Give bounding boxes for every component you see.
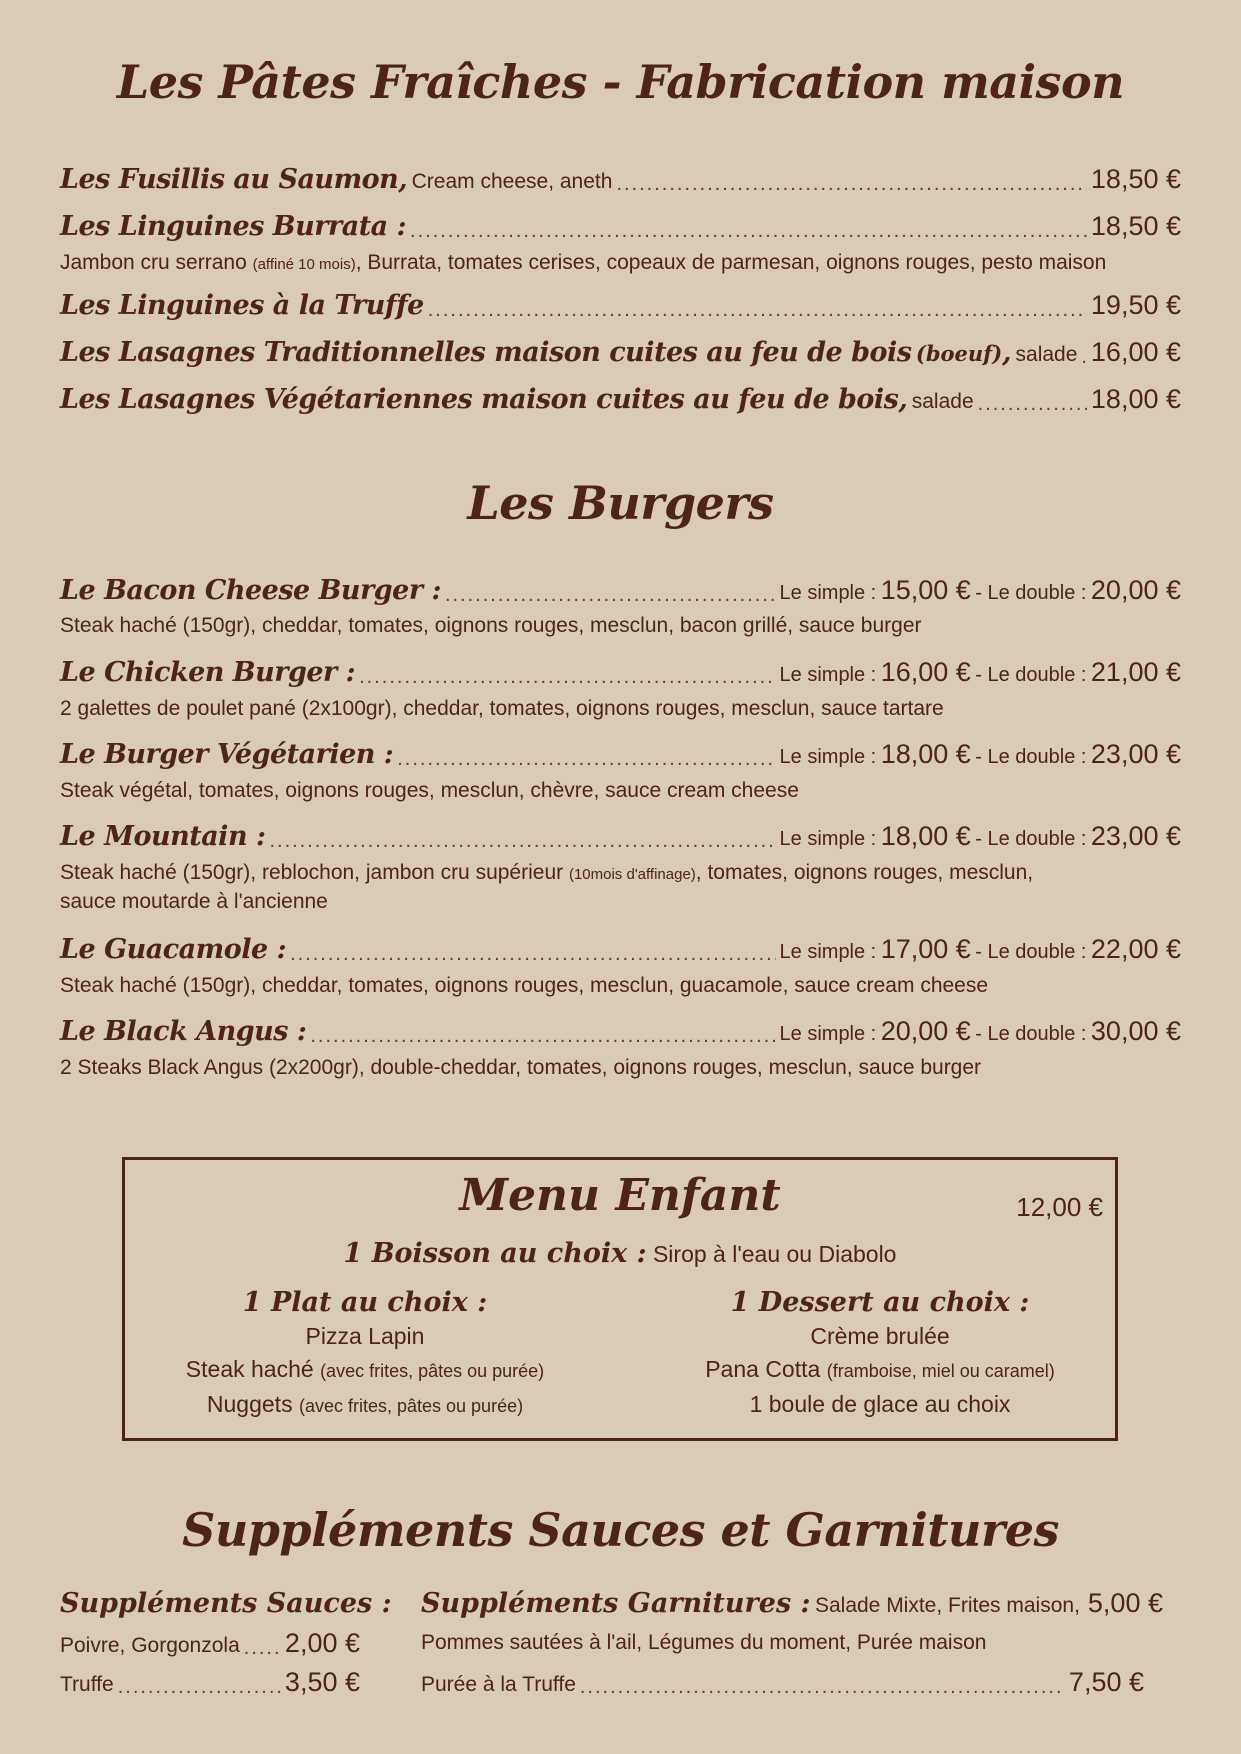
double-price: 23,00 € xyxy=(1090,821,1181,851)
sauce-price: 2,00 € xyxy=(284,1628,360,1658)
item-description xyxy=(60,858,1181,889)
burger-item xyxy=(60,934,1181,965)
simple-price: 18,00 € xyxy=(880,739,971,769)
double-label: - Le double : xyxy=(975,828,1087,850)
option-text: Pizza Lapin xyxy=(305,1323,425,1349)
item-detail: salade xyxy=(1015,343,1078,366)
leader-dots xyxy=(978,393,1087,417)
burger-prices xyxy=(780,657,1181,688)
sauce-name: Truffe xyxy=(60,1673,114,1696)
leader-dots xyxy=(244,1637,281,1661)
simple-label: Le simple : xyxy=(779,582,877,604)
option-text: Pana Cotta xyxy=(705,1356,821,1382)
supplements-section-title: Suppléments Sauces et Garnitures xyxy=(182,1503,1059,1557)
menu-item xyxy=(60,290,1181,321)
item-description: Steak haché (150gr), cheddar, tomates, oignons rouges, mesclun, guacamole, sauce cream cheese xyxy=(60,974,989,997)
double-label: - Le double : xyxy=(975,582,1087,604)
desc-note: (10mois d'affinage) xyxy=(568,866,696,883)
desc-text: Steak haché (150gr), reblochon, jambon cru supérieur xyxy=(60,861,569,884)
leader-dots xyxy=(616,173,1086,197)
item-description xyxy=(60,248,1181,279)
double-price: 20,00 € xyxy=(1090,575,1181,605)
double-price: 30,00 € xyxy=(1090,1016,1181,1046)
simple-label: Le simple : xyxy=(779,1023,877,1045)
double-label: - Le double : xyxy=(975,941,1087,963)
leader-dots xyxy=(118,1676,281,1700)
double-label: - Le double : xyxy=(975,746,1087,768)
item-price: 16,00 € xyxy=(1090,337,1181,367)
menu-item xyxy=(60,164,1181,195)
leader-dots xyxy=(1081,346,1087,370)
item-name: Le Bacon Cheese Burger : xyxy=(60,575,441,606)
menu-item xyxy=(60,384,1181,415)
garnitures-truffe-row xyxy=(421,1667,1144,1698)
menu-item xyxy=(60,211,1181,242)
simple-label: Le simple : xyxy=(779,664,877,686)
option-note: (framboise, miel ou caramel) xyxy=(826,1361,1055,1381)
item-description: Steak végétal, tomates, oignons rouges, mesclun, chèvre, sauce cream cheese xyxy=(60,779,799,802)
sauce-price: 3,50 € xyxy=(284,1667,360,1697)
burger-prices xyxy=(780,739,1181,770)
item-price: 18,50 € xyxy=(1090,211,1181,241)
item-name: Le Chicken Burger : xyxy=(60,657,356,688)
garnitures-text: Purée à la Truffe xyxy=(421,1673,576,1696)
double-label: - Le double : xyxy=(975,664,1087,686)
simple-label: Le simple : xyxy=(779,828,877,850)
item-name: Le Black Angus : xyxy=(60,1016,307,1047)
simple-label: Le simple : xyxy=(779,941,877,963)
item-name-end: , xyxy=(1002,337,1012,368)
pates-section-title: Les Pâtes Fraîches - Fabrication maison xyxy=(116,55,1125,109)
option-text: 1 boule de glace au choix xyxy=(749,1391,1011,1417)
leader-dots xyxy=(397,748,775,772)
leader-dots xyxy=(269,830,775,854)
dessert-option xyxy=(670,1353,1090,1388)
double-price: 21,00 € xyxy=(1090,657,1181,687)
item-detail: salade xyxy=(911,390,974,413)
sauces-label-row xyxy=(60,1588,392,1619)
plat-option xyxy=(145,1320,585,1353)
item-description: 2 Steaks Black Angus (2x200gr), double-cheddar, tomates, oignons rouges, mesclun, sauce burger xyxy=(60,1056,982,1079)
desc-text: Jambon cru serrano xyxy=(60,251,253,274)
item-description: Steak haché (150gr), cheddar, tomates, oignons rouges, mesclun, bacon grillé, sauce burger xyxy=(60,614,922,637)
garnitures-price: 5,00 € xyxy=(1087,1588,1163,1618)
garnitures-price: 7,50 € xyxy=(1068,1667,1144,1697)
item-price: 18,00 € xyxy=(1090,384,1181,414)
option-text: Nuggets xyxy=(206,1391,293,1417)
item-name: Le Guacamole : xyxy=(60,934,287,965)
menu-enfant-price: 12,00 € xyxy=(1016,1192,1103,1222)
item-description-line2: sauce moutarde à l'ancienne xyxy=(60,890,328,913)
option-note: (avec frites, pâtes ou purée) xyxy=(298,1396,524,1416)
leader-dots xyxy=(428,299,1087,323)
option-note: (avec frites, pâtes ou purée) xyxy=(320,1361,545,1381)
plat-option xyxy=(145,1353,585,1388)
simple-price: 17,00 € xyxy=(880,934,971,964)
burger-prices xyxy=(780,821,1181,852)
boisson-value: Sirop à l'eau ou Diabolo xyxy=(652,1241,897,1267)
leader-dots xyxy=(445,584,776,608)
item-note: (boeuf) xyxy=(915,341,1003,366)
simple-price: 20,00 € xyxy=(880,1016,971,1046)
dessert-label: 1 Dessert au choix : xyxy=(730,1287,1030,1318)
item-name: Le Mountain : xyxy=(60,821,266,852)
double-price: 22,00 € xyxy=(1090,934,1181,964)
leader-dots xyxy=(410,220,1087,244)
desc-note: (affiné 10 mois) xyxy=(252,256,356,273)
burger-prices xyxy=(780,1016,1181,1047)
item-description: 2 galettes de poulet pané (2x100gr), cheddar, tomates, oignons rouges, mesclun, sauce tartare xyxy=(60,697,944,720)
leader-dots xyxy=(290,943,775,967)
simple-price: 18,00 € xyxy=(880,821,971,851)
simple-label: Le simple : xyxy=(779,746,877,768)
burger-item xyxy=(60,821,1181,852)
double-price: 23,00 € xyxy=(1090,739,1181,769)
burger-prices xyxy=(780,575,1181,606)
option-text: Crème brulée xyxy=(810,1323,950,1349)
item-name: Les Lasagnes Traditionnelles maison cuites au feu de bois xyxy=(60,337,912,368)
boisson-label: 1 Boisson au choix : xyxy=(343,1238,647,1269)
desc-text: , Burrata, tomates cerises, copeaux de parmesan, oignons rouges, pesto maison xyxy=(355,251,1107,274)
leader-dots xyxy=(359,666,775,690)
item-name: Le Burger Végétarien : xyxy=(60,739,394,770)
boisson-line xyxy=(125,1238,1115,1269)
option-text: Steak haché xyxy=(185,1356,314,1382)
burger-item xyxy=(60,1016,1181,1047)
burgers-section-title: Les Burgers xyxy=(467,476,774,530)
plat-option xyxy=(145,1388,585,1423)
garnitures-text: Pommes sautées à l'ail, Légumes du moment, Purée maison xyxy=(421,1631,987,1654)
item-name: Les Lasagnes Végétariennes maison cuites au feu de bois, xyxy=(60,384,908,415)
sauces-label: Suppléments Sauces : xyxy=(60,1588,392,1619)
garnitures-row xyxy=(421,1588,1163,1619)
simple-price: 15,00 € xyxy=(880,575,971,605)
sauce-item xyxy=(60,1667,360,1698)
double-label: - Le double : xyxy=(975,1023,1087,1045)
leader-dots xyxy=(310,1025,775,1049)
garnitures-label: Suppléments Garnitures : xyxy=(421,1588,811,1619)
garnitures-text: Salade Mixte, Frites maison, xyxy=(814,1594,1080,1617)
sauce-name: Poivre, Gorgonzola xyxy=(60,1634,240,1657)
dessert-option xyxy=(670,1320,1090,1353)
dessert-option xyxy=(670,1388,1090,1421)
item-name: Les Linguines à la Truffe xyxy=(60,290,424,321)
item-detail: Cream cheese, aneth xyxy=(411,170,613,193)
simple-price: 16,00 € xyxy=(880,657,971,687)
sauce-item xyxy=(60,1628,360,1659)
burger-item xyxy=(60,575,1181,606)
item-price: 18,50 € xyxy=(1090,164,1181,194)
burger-item xyxy=(60,739,1181,770)
dessert-column xyxy=(670,1286,1090,1421)
burger-prices xyxy=(780,934,1181,965)
item-name: Les Linguines Burrata : xyxy=(60,211,407,242)
item-name: Les Fusillis au Saumon, xyxy=(60,164,408,195)
plat-column xyxy=(145,1286,585,1423)
garnitures-line2 xyxy=(421,1631,986,1655)
desc-text: , tomates, oignons rouges, mesclun, xyxy=(695,861,1034,884)
burger-item xyxy=(60,657,1181,688)
menu-enfant-box xyxy=(122,1157,1118,1441)
item-price: 19,50 € xyxy=(1090,290,1181,320)
menu-enfant-title: Menu Enfant xyxy=(459,1170,781,1221)
leader-dots xyxy=(580,1676,1065,1700)
menu-item xyxy=(60,337,1181,368)
plat-label: 1 Plat au choix : xyxy=(242,1287,488,1318)
